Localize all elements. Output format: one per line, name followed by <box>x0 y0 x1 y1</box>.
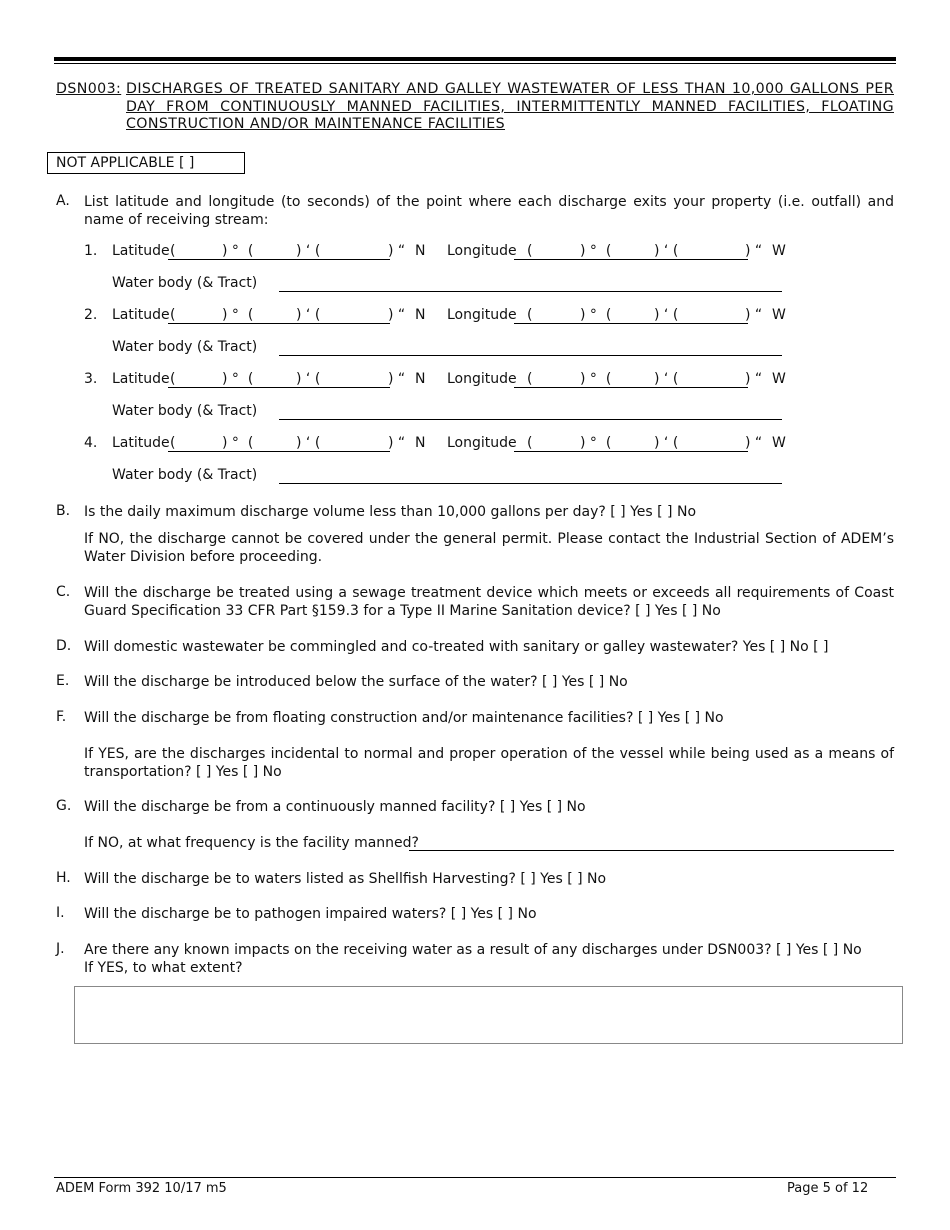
lon-deg-open: ( <box>527 307 533 323</box>
question-b-text[interactable]: Is the daily maximum discharge volume less than 10,000 gallons per day? [ ] Yes [ ] No <box>84 504 697 520</box>
lat-min-sep: ) ‘ ( <box>296 307 321 323</box>
waterbody-row <box>84 339 804 359</box>
entry-number: 2. <box>84 307 98 323</box>
question-i-letter: I. <box>56 905 65 921</box>
west-label: W <box>772 243 786 259</box>
lat-sec-sep: ) “ <box>388 307 406 323</box>
longitude-label: Longitude <box>447 243 517 259</box>
longitude-label: Longitude <box>447 435 517 451</box>
waterbody-row <box>84 275 804 295</box>
latitude-label: Latitude <box>112 307 170 323</box>
lon-sec-sep: ) “ <box>745 243 763 259</box>
lat-deg-sep: ) ° ( <box>222 307 254 323</box>
question-h-letter: H. <box>56 870 71 886</box>
latitude-label: Latitude <box>112 371 170 387</box>
waterbody-input[interactable] <box>279 339 782 356</box>
question-g-text[interactable]: Will the discharge be from a continuously manned facility? [ ] Yes [ ] No <box>84 799 586 815</box>
lon-min-sep: ) ‘ ( <box>654 435 679 451</box>
lat-sec-sep: ) “ <box>388 243 406 259</box>
question-i-text[interactable]: Will the discharge be to pathogen impaired waters? [ ] Yes [ ] No <box>84 906 537 922</box>
waterbody-input[interactable] <box>279 403 782 420</box>
question-h-text[interactable]: Will the discharge be to waters listed as Shellfish Harvesting? [ ] Yes [ ] No <box>84 871 607 887</box>
lon-min-sep: ) ‘ ( <box>654 243 679 259</box>
latitude-input[interactable] <box>168 371 390 388</box>
waterbody-row <box>84 403 804 423</box>
top-rule-thin <box>54 63 896 64</box>
north-label: N <box>415 435 426 451</box>
waterbody-label: Water body (& Tract) <box>112 275 258 291</box>
waterbody-input[interactable] <box>279 275 782 292</box>
lon-deg-open: ( <box>527 243 533 259</box>
question-f-text[interactable]: Will the discharge be from floating construction and/or maintenance facilities? [ ] Yes [ ] No <box>84 710 724 726</box>
question-d-letter: D. <box>56 638 72 654</box>
latitude-label: Latitude <box>112 243 170 259</box>
heading-code: DSN003: <box>56 81 122 97</box>
frequency-input[interactable] <box>409 834 894 851</box>
entry-number: 3. <box>84 371 98 387</box>
lat-min-sep: ) ‘ ( <box>296 435 321 451</box>
lat-deg-sep: ) ° ( <box>222 435 254 451</box>
lon-sec-sep: ) “ <box>745 435 763 451</box>
impact-extent-textbox[interactable] <box>74 986 903 1044</box>
question-g-letter: G. <box>56 798 72 814</box>
question-g-note: If NO, at what frequency is the facility manned? <box>84 835 419 851</box>
question-j-note: If YES, to what extent? <box>84 960 243 976</box>
lon-deg-sep: ) ° ( <box>580 435 612 451</box>
latitude-label: Latitude <box>112 435 170 451</box>
lon-deg-sep: ) ° ( <box>580 243 612 259</box>
lat-deg-open: ( <box>170 371 176 387</box>
latitude-input[interactable] <box>168 435 390 452</box>
section-a-text: List latitude and longitude (to seconds) of the point where each discharge exits your property (i.e. outfall) and name of receiving stream: <box>84 194 894 228</box>
question-d-text[interactable]: Will domestic wastewater be commingled and co-treated with sanitary or galley wastewater? Yes [ ] No [ ] <box>84 639 829 655</box>
question-e-text[interactable]: Will the discharge be introduced below the surface of the water? [ ] Yes [ ] No <box>84 674 628 690</box>
latitude-input[interactable] <box>168 243 390 260</box>
section-a-letter: A. <box>56 193 70 209</box>
west-label: W <box>772 371 786 387</box>
footer-page-number: Page 5 of 12 <box>787 1181 869 1196</box>
lat-deg-open: ( <box>170 435 176 451</box>
longitude-label: Longitude <box>447 371 517 387</box>
lon-sec-sep: ) “ <box>745 307 763 323</box>
longitude-label: Longitude <box>447 307 517 323</box>
question-b-letter: B. <box>56 503 71 519</box>
north-label: N <box>415 307 426 323</box>
lon-min-sep: ) ‘ ( <box>654 307 679 323</box>
waterbody-row <box>84 467 804 487</box>
longitude-input[interactable] <box>514 243 748 260</box>
lat-deg-sep: ) ° ( <box>222 243 254 259</box>
north-label: N <box>415 243 426 259</box>
west-label: W <box>772 435 786 451</box>
lat-sec-sep: ) “ <box>388 371 406 387</box>
top-rule-thick <box>54 57 896 61</box>
lat-deg-open: ( <box>170 307 176 323</box>
lon-deg-open: ( <box>527 371 533 387</box>
waterbody-label: Water body (& Tract) <box>112 403 258 419</box>
lon-deg-sep: ) ° ( <box>580 307 612 323</box>
lat-min-sep: ) ‘ ( <box>296 243 321 259</box>
coordinate-row <box>84 371 804 391</box>
question-e-letter: E. <box>56 673 70 689</box>
coordinate-row <box>84 307 804 327</box>
lon-deg-sep: ) ° ( <box>580 371 612 387</box>
question-c-text[interactable]: Will the discharge be treated using a sewage treatment device which meets or exceeds all requirements of Coast Guard Specification 33 CFR Part §159.3 for a Type II Marine Sanitation device? [ ] Yes [ ] No <box>84 585 894 619</box>
latitude-input[interactable] <box>168 307 390 324</box>
north-label: N <box>415 371 426 387</box>
coordinate-row <box>84 435 804 455</box>
heading-title: DISCHARGES OF TREATED SANITARY AND GALLEY WASTEWATER OF LESS THAN 10,000 GALLONS PER DAY FROM CONTINUOUSLY MANNED FACILITIES, INTERMITTENTLY MANNED FACILITIES, FLOATING CONSTRUCTION AND/OR MAINTENANCE FACILITIES <box>126 81 894 132</box>
longitude-input[interactable] <box>514 371 748 388</box>
lon-deg-open: ( <box>527 435 533 451</box>
waterbody-label: Water body (& Tract) <box>112 467 258 483</box>
entry-number: 4. <box>84 435 98 451</box>
question-j-text[interactable]: Are there any known impacts on the receiving water as a result of any discharges under DSN003? [ ] Yes [ ] No <box>84 942 862 958</box>
footer-rule <box>54 1177 896 1178</box>
lon-sec-sep: ) “ <box>745 371 763 387</box>
question-c-letter: C. <box>56 584 71 600</box>
entry-number: 1. <box>84 243 98 259</box>
question-f-letter: F. <box>56 709 67 725</box>
lat-min-sep: ) ‘ ( <box>296 371 321 387</box>
longitude-input[interactable] <box>514 307 748 324</box>
waterbody-label: Water body (& Tract) <box>112 339 258 355</box>
question-j-letter: J. <box>56 941 65 957</box>
lat-sec-sep: ) “ <box>388 435 406 451</box>
lat-deg-open: ( <box>170 243 176 259</box>
coordinate-row <box>84 243 804 263</box>
waterbody-input[interactable] <box>279 467 782 484</box>
west-label: W <box>772 307 786 323</box>
footer-form-id: ADEM Form 392 10/17 m5 <box>56 1181 227 1196</box>
not-applicable-checkbox[interactable]: NOT APPLICABLE [ ] <box>47 152 245 174</box>
question-b-note: If NO, the discharge cannot be covered under the general permit. Please contact the Industrial Section of ADEM’s Water Division before proceeding. <box>84 531 894 565</box>
lat-deg-sep: ) ° ( <box>222 371 254 387</box>
question-f-note[interactable]: If YES, are the discharges incidental to normal and proper operation of the vessel while being used as a means of transportation? [ ] Yes [ ] No <box>84 746 894 780</box>
lon-min-sep: ) ‘ ( <box>654 371 679 387</box>
longitude-input[interactable] <box>514 435 748 452</box>
